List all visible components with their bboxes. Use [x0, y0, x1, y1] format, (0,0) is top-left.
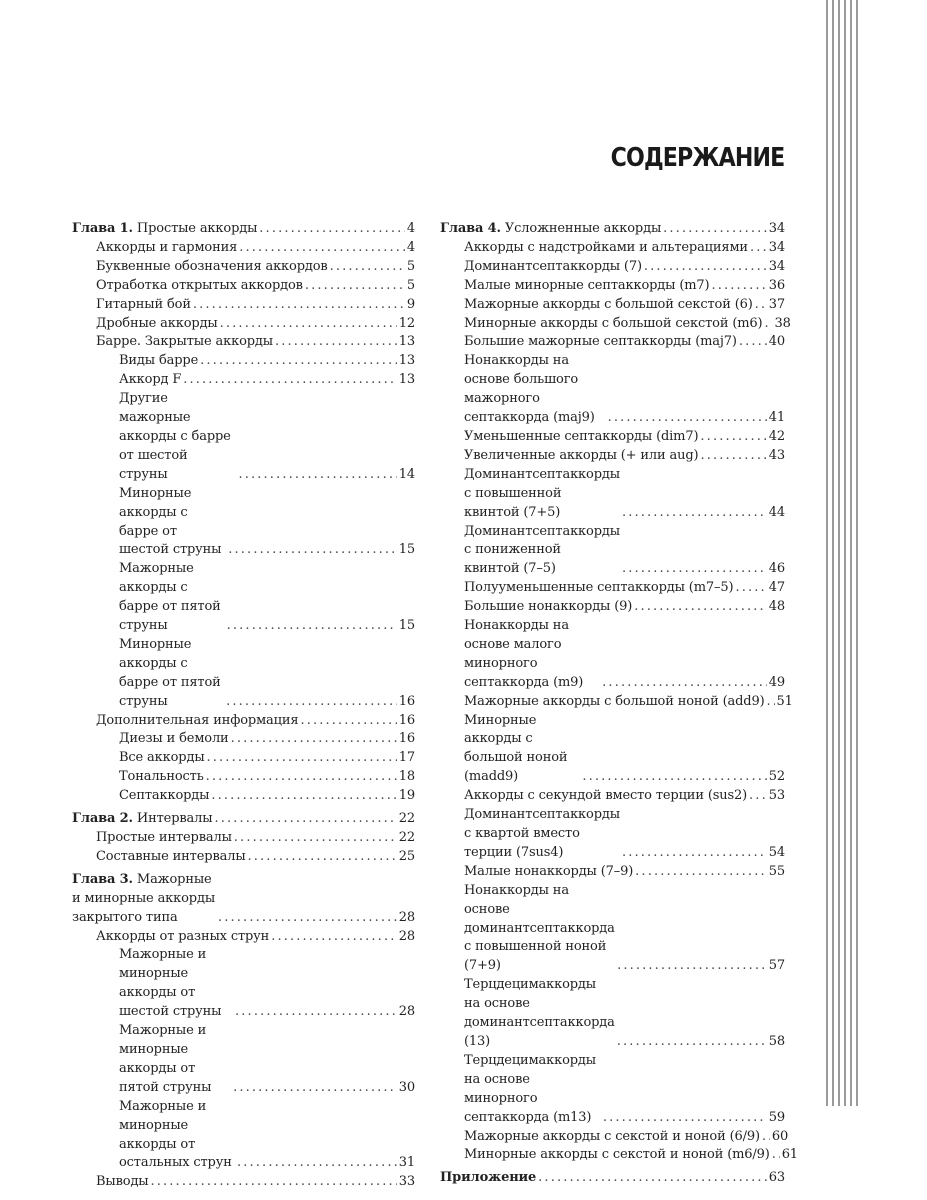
toc-page-number: 9	[406, 296, 415, 312]
toc-entry-title	[72, 220, 257, 239]
toc-entry[interactable]	[72, 848, 415, 867]
toc-entry[interactable]	[440, 333, 785, 352]
toc-entry[interactable]	[72, 730, 415, 749]
toc-entry-text: Увеличенные аккорды (+ или aug)	[464, 447, 699, 463]
toc-page-number: 22	[398, 811, 415, 827]
toc-entry-title	[464, 258, 642, 277]
dot-leader	[622, 560, 767, 579]
dot-leader	[602, 674, 767, 693]
toc-page-number: 48	[768, 599, 785, 615]
toc-page-number: 14	[398, 466, 415, 482]
toc-entry-title	[464, 447, 698, 466]
toc-entry-title	[96, 928, 269, 947]
toc-entry-title	[464, 428, 698, 447]
toc-entry-text: Интервалы	[136, 811, 213, 827]
toc-entry-title	[119, 1022, 231, 1098]
toc-entry-title	[96, 315, 218, 334]
toc-entry[interactable]	[72, 1173, 415, 1192]
toc-chapter-label: Глава 1.	[72, 221, 133, 236]
page-title: СОДЕРЖАНИЕ	[610, 143, 784, 173]
dot-leader	[617, 1033, 767, 1052]
toc-entry-text: Аккорды с секундой вместо терции (sus2)	[464, 788, 748, 804]
toc-right-column	[440, 220, 798, 1188]
toc-entry-text: Нонаккорды на основе малого минорного септаккорда (m9)	[464, 618, 584, 690]
toc-entry-title	[440, 1169, 536, 1188]
toc-entry-title	[464, 239, 748, 258]
toc-appendix-entry[interactable]	[440, 1169, 785, 1188]
toc-entry-text: Буквенные обозначения аккордов	[96, 258, 328, 274]
toc-page-number: 55	[768, 863, 785, 879]
toc-entry-title	[464, 598, 632, 617]
dot-leader	[237, 1154, 397, 1173]
dot-leader	[603, 1109, 767, 1128]
toc-page-number: 22	[398, 830, 415, 845]
dot-leader	[739, 333, 767, 352]
toc-entry-title	[96, 829, 232, 848]
toc-left-column	[72, 220, 415, 1192]
dot-leader	[538, 1169, 767, 1188]
toc-page-number: 59	[768, 1109, 785, 1125]
dot-leader	[235, 1003, 397, 1022]
toc-chapter-entry[interactable]	[440, 220, 785, 239]
toc-entry-text: Мажорные и минорные аккорды от остальных струн	[119, 1098, 232, 1171]
toc-entry-title	[96, 712, 298, 731]
toc-entry[interactable]	[440, 428, 785, 447]
toc-chapter-label: Приложение	[440, 1170, 537, 1186]
dot-leader	[248, 848, 397, 867]
dot-leader	[211, 787, 396, 806]
toc-entry[interactable]	[72, 296, 415, 315]
toc-entry[interactable]	[72, 258, 415, 277]
toc-entry[interactable]	[440, 277, 785, 296]
dot-leader	[259, 220, 405, 239]
toc-entry-text: Выводы	[96, 1174, 149, 1190]
toc-entry-text: Дополнительная информация	[96, 712, 299, 728]
toc-entry-title	[464, 277, 709, 296]
toc-entry[interactable]	[440, 239, 785, 258]
toc-entry[interactable]	[72, 277, 415, 296]
toc-entry-text: Простые аккорды	[136, 221, 258, 236]
dot-leader	[200, 352, 397, 371]
toc-entry[interactable]	[440, 1052, 785, 1128]
toc-entry[interactable]	[72, 1098, 415, 1174]
toc-entry-text: Минорные аккорды с большой секстой (m6)	[464, 315, 763, 331]
toc-entry[interactable]	[72, 560, 415, 636]
toc-entry[interactable]	[72, 352, 415, 371]
toc-entry[interactable]	[440, 598, 785, 617]
toc-page-number: 4	[406, 239, 415, 255]
toc-entry[interactable]	[72, 712, 415, 731]
toc-page-number: 17	[398, 750, 415, 766]
toc-entry-text: Мажорные и минорные аккорды закрытого типа	[72, 871, 216, 925]
toc-entry-title	[464, 1052, 601, 1128]
toc-page-number: 4	[406, 221, 415, 236]
dot-leader	[228, 541, 396, 560]
toc-page-number: 53	[768, 788, 785, 804]
dot-leader	[227, 617, 397, 636]
toc-entry[interactable]	[72, 333, 415, 352]
dot-leader	[663, 220, 767, 239]
dot-leader	[750, 239, 767, 258]
toc-entry-title	[119, 636, 224, 712]
dot-leader	[755, 296, 767, 315]
toc-entry-text: Большие нонаккорды (9)	[464, 599, 633, 615]
dot-leader	[218, 909, 397, 928]
toc-entry[interactable]	[72, 1022, 415, 1098]
toc-entry-text: Минорные аккорды с большой ноной (madd9)	[464, 712, 568, 785]
dot-leader	[617, 957, 767, 976]
toc-entry-text: Доминантсептаккорды с квартой вместо терции (7sus4)	[464, 807, 620, 860]
dot-leader	[711, 277, 766, 296]
toc-entry[interactable]	[440, 447, 785, 466]
toc-entry[interactable]	[440, 976, 785, 1052]
toc-entry-title	[464, 693, 765, 712]
toc-page-number: 63	[768, 1170, 785, 1186]
dot-leader	[238, 466, 396, 485]
toc-page-number: 28	[398, 1004, 415, 1020]
toc-entry-text: Диезы и бемоли	[119, 731, 229, 747]
toc-entry-text: Терцдецимаккорды на основе минорного септаккорда (m13)	[464, 1052, 596, 1125]
toc-entry-text: Мажорные и минорные аккорды от шестой струны	[119, 947, 222, 1020]
toc-entry-text: Мажорные аккорды с большой секстой (6)	[464, 296, 753, 312]
toc-entry-title	[119, 352, 198, 371]
toc-page-number: 46	[768, 561, 785, 577]
toc-entry-text: Септаккорды	[119, 788, 210, 804]
toc-entry-title	[96, 296, 191, 315]
toc-entry-title	[119, 749, 205, 768]
toc-entry[interactable]	[72, 928, 415, 947]
toc-page-number: 40	[768, 334, 785, 350]
toc-entry-title	[464, 333, 737, 352]
toc-entry-text: Барре. Закрытые аккорды	[96, 334, 273, 350]
toc-page-number: 38	[774, 315, 791, 331]
toc-entry-title	[72, 810, 212, 829]
toc-entry[interactable]	[440, 806, 785, 863]
toc-entry-text: Виды барре	[119, 353, 199, 369]
dot-leader	[220, 315, 397, 334]
toc-page-number: 34	[768, 258, 785, 274]
dot-leader	[735, 579, 766, 598]
toc-entry-title	[464, 352, 606, 428]
toc-entry[interactable]	[72, 768, 415, 787]
toc-entry-text: Гитарный бой	[96, 296, 191, 312]
toc-entry-title	[440, 220, 661, 239]
toc-entry-title	[464, 1128, 760, 1147]
toc-entry[interactable]	[440, 693, 793, 712]
toc-page-number: 52	[768, 769, 785, 785]
toc-page-number: 13	[398, 334, 415, 350]
toc-entry-text: Аккорды и гармония	[96, 239, 238, 255]
toc-page-number: 19	[398, 788, 415, 804]
toc-entry-text: Терцдецимаккорды на основе доминантсептаккорда (13)	[464, 977, 615, 1049]
toc-entry-title	[464, 1146, 770, 1165]
toc-chapter-entry[interactable]	[72, 220, 415, 239]
dot-leader	[749, 787, 767, 806]
dot-leader	[275, 333, 397, 352]
toc-entry-text: Доминантсептаккорды с повышенной квинтой (7+5)	[464, 466, 620, 520]
toc-entry-title	[464, 787, 747, 806]
dot-leader	[305, 277, 405, 296]
dot-leader	[271, 928, 397, 947]
dot-leader	[622, 844, 767, 863]
dot-leader	[183, 371, 397, 390]
dot-leader	[234, 829, 397, 848]
toc-chapter-entry[interactable]	[72, 871, 415, 928]
toc-entry-title	[96, 333, 273, 352]
toc-entry[interactable]	[440, 787, 785, 806]
toc-entry-text: Минорные аккорды с барре от пятой струны	[119, 636, 221, 709]
toc-entry[interactable]	[72, 749, 415, 768]
toc-chapter-label: Глава 2.	[72, 811, 133, 827]
dot-leader	[764, 315, 772, 334]
toc-entry[interactable]	[72, 829, 415, 848]
toc-entry[interactable]	[72, 636, 415, 712]
toc-entry[interactable]	[440, 1128, 789, 1147]
toc-entry-title	[119, 946, 233, 1022]
toc-entry-title	[464, 712, 580, 788]
toc-page-number: 28	[398, 909, 415, 925]
toc-entry-title	[119, 768, 204, 787]
toc-entry-title	[119, 730, 229, 749]
toc-page-number: 13	[398, 372, 415, 388]
toc-page-number: 18	[398, 769, 415, 785]
toc-page-number: 15	[398, 618, 415, 634]
toc-entry-text: Нонаккорды на основе доминантсептаккорда с повышенной ноной (7+9)	[464, 882, 615, 974]
toc-entry-text: Нонаккорды на основе большого мажорного септаккорда (maj9)	[464, 353, 595, 426]
toc-page-number: 33	[398, 1174, 415, 1190]
toc-chapter-label: Глава 3.	[72, 871, 133, 887]
toc-entry-text: Другие мажорные аккорды с барре от шестой струны	[119, 391, 231, 482]
dot-leader	[330, 258, 405, 277]
toc-page-number: 16	[398, 731, 415, 747]
toc-entry-title	[119, 390, 236, 485]
toc-entry[interactable]	[72, 390, 415, 485]
toc-page-number: 43	[768, 447, 785, 463]
toc-entry[interactable]	[440, 466, 785, 523]
toc-entry-title	[464, 579, 733, 598]
toc-page-number: 28	[398, 928, 415, 944]
dot-leader	[582, 768, 766, 787]
guitar-strings-decoration	[826, 0, 858, 1106]
toc-entry-text: Аккорды с надстройками и альтерациями	[464, 239, 748, 255]
toc-entry-text: Дробные аккорды	[96, 315, 218, 331]
toc-entry-title	[464, 523, 620, 580]
toc-page-number: 47	[768, 580, 785, 596]
toc-entry-text: Доминантсептаккорды с пониженной квинтой (7–5)	[464, 523, 620, 577]
toc-entry[interactable]	[440, 1146, 798, 1165]
toc-page-number: 16	[398, 712, 415, 728]
toc-chapter-label: Глава 4.	[440, 221, 501, 236]
dot-leader	[233, 1079, 397, 1098]
dot-leader	[214, 810, 396, 829]
toc-entry-title	[119, 485, 226, 561]
toc-page-number: 5	[406, 258, 415, 274]
toc-entry-title	[96, 239, 237, 258]
toc-entry-text: Простые интервалы	[96, 830, 232, 845]
toc-page-number: 13	[398, 353, 415, 369]
toc-entry-title	[464, 976, 615, 1052]
dot-leader	[231, 730, 397, 749]
toc-entry-text: Малые минорные септаккорды (m7)	[464, 277, 710, 293]
toc-entry[interactable]	[72, 946, 415, 1022]
toc-entry-title	[119, 371, 181, 390]
dot-leader	[300, 712, 396, 731]
dot-leader	[207, 749, 397, 768]
toc-page-number: 58	[768, 1033, 785, 1049]
toc-entry-text: Мажорные аккорды с большой ноной (add9)	[464, 693, 765, 709]
toc-entry-text: Малые нонаккорды (7–9)	[464, 863, 634, 879]
toc-entry-text: Составные интервалы	[96, 848, 246, 864]
toc-page-number: 31	[398, 1155, 415, 1171]
toc-page-number: 51	[776, 693, 793, 709]
dot-leader	[635, 863, 767, 882]
toc-entry-title	[119, 1098, 235, 1174]
toc-page-number: 30	[398, 1079, 415, 1095]
toc-page-number: 54	[768, 844, 785, 860]
toc-entry-title	[119, 560, 225, 636]
dot-leader	[700, 428, 766, 447]
toc-entry-title	[96, 1173, 149, 1192]
toc-entry-text: Тональность	[119, 769, 204, 785]
toc-entry-title	[464, 466, 620, 523]
toc-entry-text: Мажорные аккорды с секстой и ноной (6/9)	[464, 1128, 760, 1144]
dot-leader	[762, 1128, 770, 1147]
dot-leader	[239, 239, 405, 258]
dot-leader	[767, 693, 775, 712]
toc-page-number: 57	[768, 958, 785, 974]
toc-entry-text: Полууменьшенные септаккорды (m7–5)	[464, 580, 734, 596]
dot-leader	[206, 768, 397, 787]
toc-entry-text: Отработка открытых аккордов	[96, 277, 303, 293]
toc-entry-title	[464, 315, 762, 334]
toc-page-number: 34	[768, 221, 785, 236]
dot-leader	[622, 504, 767, 523]
dot-leader	[634, 598, 767, 617]
toc-page-number: 34	[768, 239, 785, 255]
dot-leader	[644, 258, 767, 277]
toc-entry-title	[464, 863, 633, 882]
toc-entry-title	[96, 848, 246, 867]
toc-entry-text: Все аккорды	[119, 750, 205, 766]
toc-entry-title	[464, 296, 753, 315]
toc-entry[interactable]	[72, 787, 415, 806]
toc-page-number: 15	[398, 542, 415, 558]
toc-entry[interactable]	[440, 315, 791, 334]
toc-page-number: 44	[768, 504, 785, 520]
toc-entry[interactable]	[72, 315, 415, 334]
dot-leader	[608, 409, 767, 428]
toc-entry-text: Уменьшенные септаккорды (dim7)	[464, 428, 699, 444]
toc-entry-text: Минорные аккорды с секстой и ноной (m6/9)	[464, 1147, 770, 1163]
toc-entry-title	[464, 882, 615, 977]
toc-page-number: 41	[768, 410, 785, 426]
toc-entry[interactable]	[440, 712, 785, 788]
toc-entry[interactable]	[440, 352, 785, 428]
toc-entry-title	[72, 871, 216, 928]
toc-page-number: 5	[406, 277, 415, 293]
toc-page-number: 25	[398, 848, 415, 864]
dot-leader	[151, 1173, 397, 1192]
toc-entry[interactable]	[72, 239, 415, 258]
toc-page-number: 16	[398, 693, 415, 709]
dot-leader	[226, 693, 397, 712]
toc-entry[interactable]	[440, 617, 785, 693]
toc-entry-text: Минорные аккорды с барре от шестой струны	[119, 485, 222, 558]
toc-entry-text: Большие мажорные септаккорды (maj7)	[464, 334, 737, 350]
toc-entry[interactable]	[440, 523, 785, 580]
toc-entry[interactable]	[72, 371, 415, 390]
toc-entry-title	[464, 617, 600, 693]
toc-entry-text: Мажорные аккорды с барре от пятой струны	[119, 561, 221, 634]
toc-entry[interactable]	[440, 296, 785, 315]
toc-chapter-entry[interactable]	[72, 810, 415, 829]
toc-entry-title	[464, 806, 620, 863]
toc-entry-text: Аккорд F	[119, 372, 182, 388]
toc-page-number: 36	[768, 277, 785, 293]
toc-entry-title	[96, 277, 303, 296]
toc-page-number: 37	[768, 296, 785, 312]
toc-page-number: 61	[781, 1147, 798, 1163]
toc-page-number: 60	[771, 1128, 789, 1144]
toc-page-number: 42	[768, 428, 785, 444]
toc-entry-text: Доминантсептаккорды (7)	[464, 258, 642, 274]
toc-entry[interactable]	[440, 863, 785, 882]
toc-entry[interactable]	[440, 882, 785, 977]
dot-leader	[193, 296, 405, 315]
toc-entry[interactable]	[440, 258, 785, 277]
toc-entry-title	[119, 787, 209, 806]
toc-page-number: 12	[398, 315, 415, 331]
toc-entry-text: Мажорные и минорные аккорды от пятой струны	[119, 1023, 212, 1095]
toc-entry-text: Аккорды от разных струн	[96, 928, 270, 944]
dot-leader	[772, 1146, 780, 1165]
toc-page-number: 49	[768, 674, 785, 690]
toc-entry[interactable]	[72, 485, 415, 561]
toc-entry[interactable]	[440, 579, 785, 598]
dot-leader	[700, 447, 766, 466]
toc-entry-title	[96, 258, 328, 277]
toc-entry-text: Усложненные аккорды	[504, 221, 662, 236]
